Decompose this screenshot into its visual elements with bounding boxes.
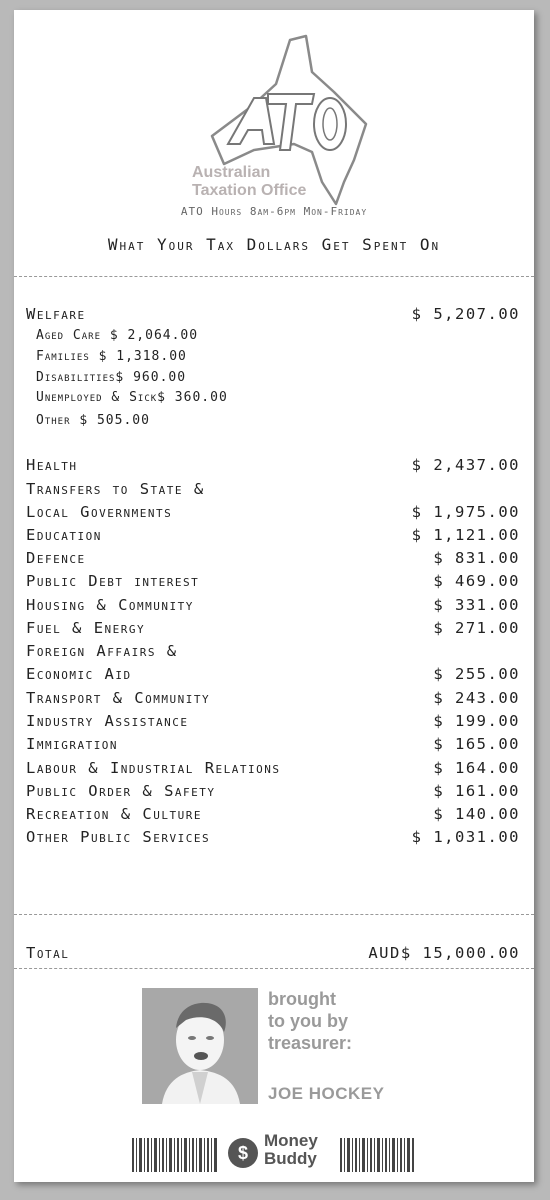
divider-before-total bbox=[14, 914, 534, 915]
line-item-amount: $ 331.00 bbox=[433, 596, 520, 614]
treasurer-name: JOE HOCKEY bbox=[268, 1084, 385, 1103]
sub-item: Disabilities$ 960.00 bbox=[36, 370, 187, 385]
line-item bbox=[26, 665, 520, 688]
line-item bbox=[26, 480, 520, 503]
line-item-label: Local Governments bbox=[26, 503, 173, 521]
line-item-label: Health bbox=[26, 456, 78, 474]
line-item-amount: $ 161.00 bbox=[433, 782, 520, 800]
line-item-label: Defence bbox=[26, 549, 86, 567]
line-item-amount: $ 2,437.00 bbox=[411, 456, 520, 474]
line-item-label: Transport & Community bbox=[26, 689, 211, 707]
line-item-label: Housing & Community bbox=[26, 596, 194, 614]
line-item-label: Welfare bbox=[26, 305, 86, 323]
total-amount: AUD$ 15,000.00 bbox=[368, 944, 520, 962]
line-item-label: Economic Aid bbox=[26, 665, 132, 683]
line-item bbox=[26, 735, 520, 758]
line-item-amount: $ 469.00 bbox=[433, 572, 520, 590]
line-item-label: Recreation & Culture bbox=[26, 805, 202, 823]
sub-item: Aged Care $ 2,064.00 bbox=[36, 328, 199, 343]
line-item bbox=[26, 503, 520, 526]
barcode-right-icon bbox=[340, 1138, 416, 1172]
total-label: Total bbox=[26, 944, 70, 962]
line-item bbox=[26, 805, 520, 828]
barcode-left-icon bbox=[132, 1138, 218, 1172]
brand-text bbox=[264, 1132, 318, 1168]
line-item-welfare bbox=[26, 305, 520, 328]
line-item bbox=[26, 782, 520, 805]
line-item-label: Public Order & Safety bbox=[26, 782, 216, 800]
sub-item: Other $ 505.00 bbox=[36, 413, 150, 428]
line-item bbox=[26, 549, 520, 572]
line-item bbox=[26, 456, 520, 479]
line-item bbox=[26, 526, 520, 549]
receipt bbox=[14, 10, 534, 1182]
sub-item: Unemployed & Sick$ 360.00 bbox=[36, 390, 228, 405]
credit-line-3: treasurer: bbox=[268, 1033, 353, 1053]
line-item bbox=[26, 712, 520, 735]
line-item bbox=[26, 759, 520, 782]
line-item-amount: $ 255.00 bbox=[433, 665, 520, 683]
credit-text bbox=[268, 988, 352, 1054]
line-item-label: Public Debt interest bbox=[26, 572, 200, 590]
line-item-amount: $ 831.00 bbox=[433, 549, 520, 567]
line-item bbox=[26, 596, 520, 619]
line-item-label: Other Public Services bbox=[26, 828, 211, 846]
line-item-label: Industry Assistance bbox=[26, 712, 189, 730]
credit-line-2: to you by bbox=[268, 1011, 348, 1031]
brand-line-2: Buddy bbox=[264, 1149, 317, 1168]
portrait-silhouette-icon bbox=[142, 988, 258, 1104]
line-item-amount: $ 1,121.00 bbox=[411, 526, 520, 544]
line-item-amount: $ 165.00 bbox=[433, 735, 520, 753]
line-item bbox=[26, 828, 520, 851]
money-buddy-logo bbox=[228, 1132, 338, 1178]
line-item-label: Transfers to State & bbox=[26, 480, 205, 498]
credit-line-1: brought bbox=[268, 989, 336, 1009]
logo-line-1: Australian bbox=[192, 164, 271, 181]
divider-top bbox=[14, 276, 534, 277]
treasurer-portrait bbox=[142, 988, 258, 1104]
office-hours: ATO Hours 8am-6pm Mon-Friday bbox=[180, 205, 368, 218]
line-item-label: Education bbox=[26, 526, 102, 544]
divider-after-total bbox=[14, 968, 534, 969]
line-item-amount: $ 199.00 bbox=[433, 712, 520, 730]
total-row bbox=[26, 944, 520, 967]
line-item-amount: $ 271.00 bbox=[433, 619, 520, 637]
line-item-amount: $ 1,031.00 bbox=[411, 828, 520, 846]
line-item bbox=[26, 572, 520, 595]
line-item-amount: $ 5,207.00 bbox=[411, 305, 520, 323]
line-item-amount: $ 164.00 bbox=[433, 759, 520, 777]
line-item-amount: $ 1,975.00 bbox=[411, 503, 520, 521]
line-item-label: Immigration bbox=[26, 735, 119, 753]
line-item-amount: $ 243.00 bbox=[433, 689, 520, 707]
line-item-amount: $ 140.00 bbox=[433, 805, 520, 823]
receipt-heading: What Your Tax Dollars Get Spent On bbox=[107, 235, 441, 254]
logo-line-2: Taxation Office bbox=[192, 182, 307, 199]
line-item bbox=[26, 689, 520, 712]
line-item-label: Fuel & Energy bbox=[26, 619, 146, 637]
sub-item: Families $ 1,318.00 bbox=[36, 349, 187, 364]
line-item bbox=[26, 619, 520, 642]
line-item-label: Foreign Affairs & bbox=[26, 642, 178, 660]
dollar-coin-icon: $ bbox=[228, 1138, 258, 1168]
line-item-label: Labour & Industrial Relations bbox=[26, 759, 281, 777]
line-item bbox=[26, 642, 520, 665]
brand-line-1: Money bbox=[264, 1131, 318, 1150]
